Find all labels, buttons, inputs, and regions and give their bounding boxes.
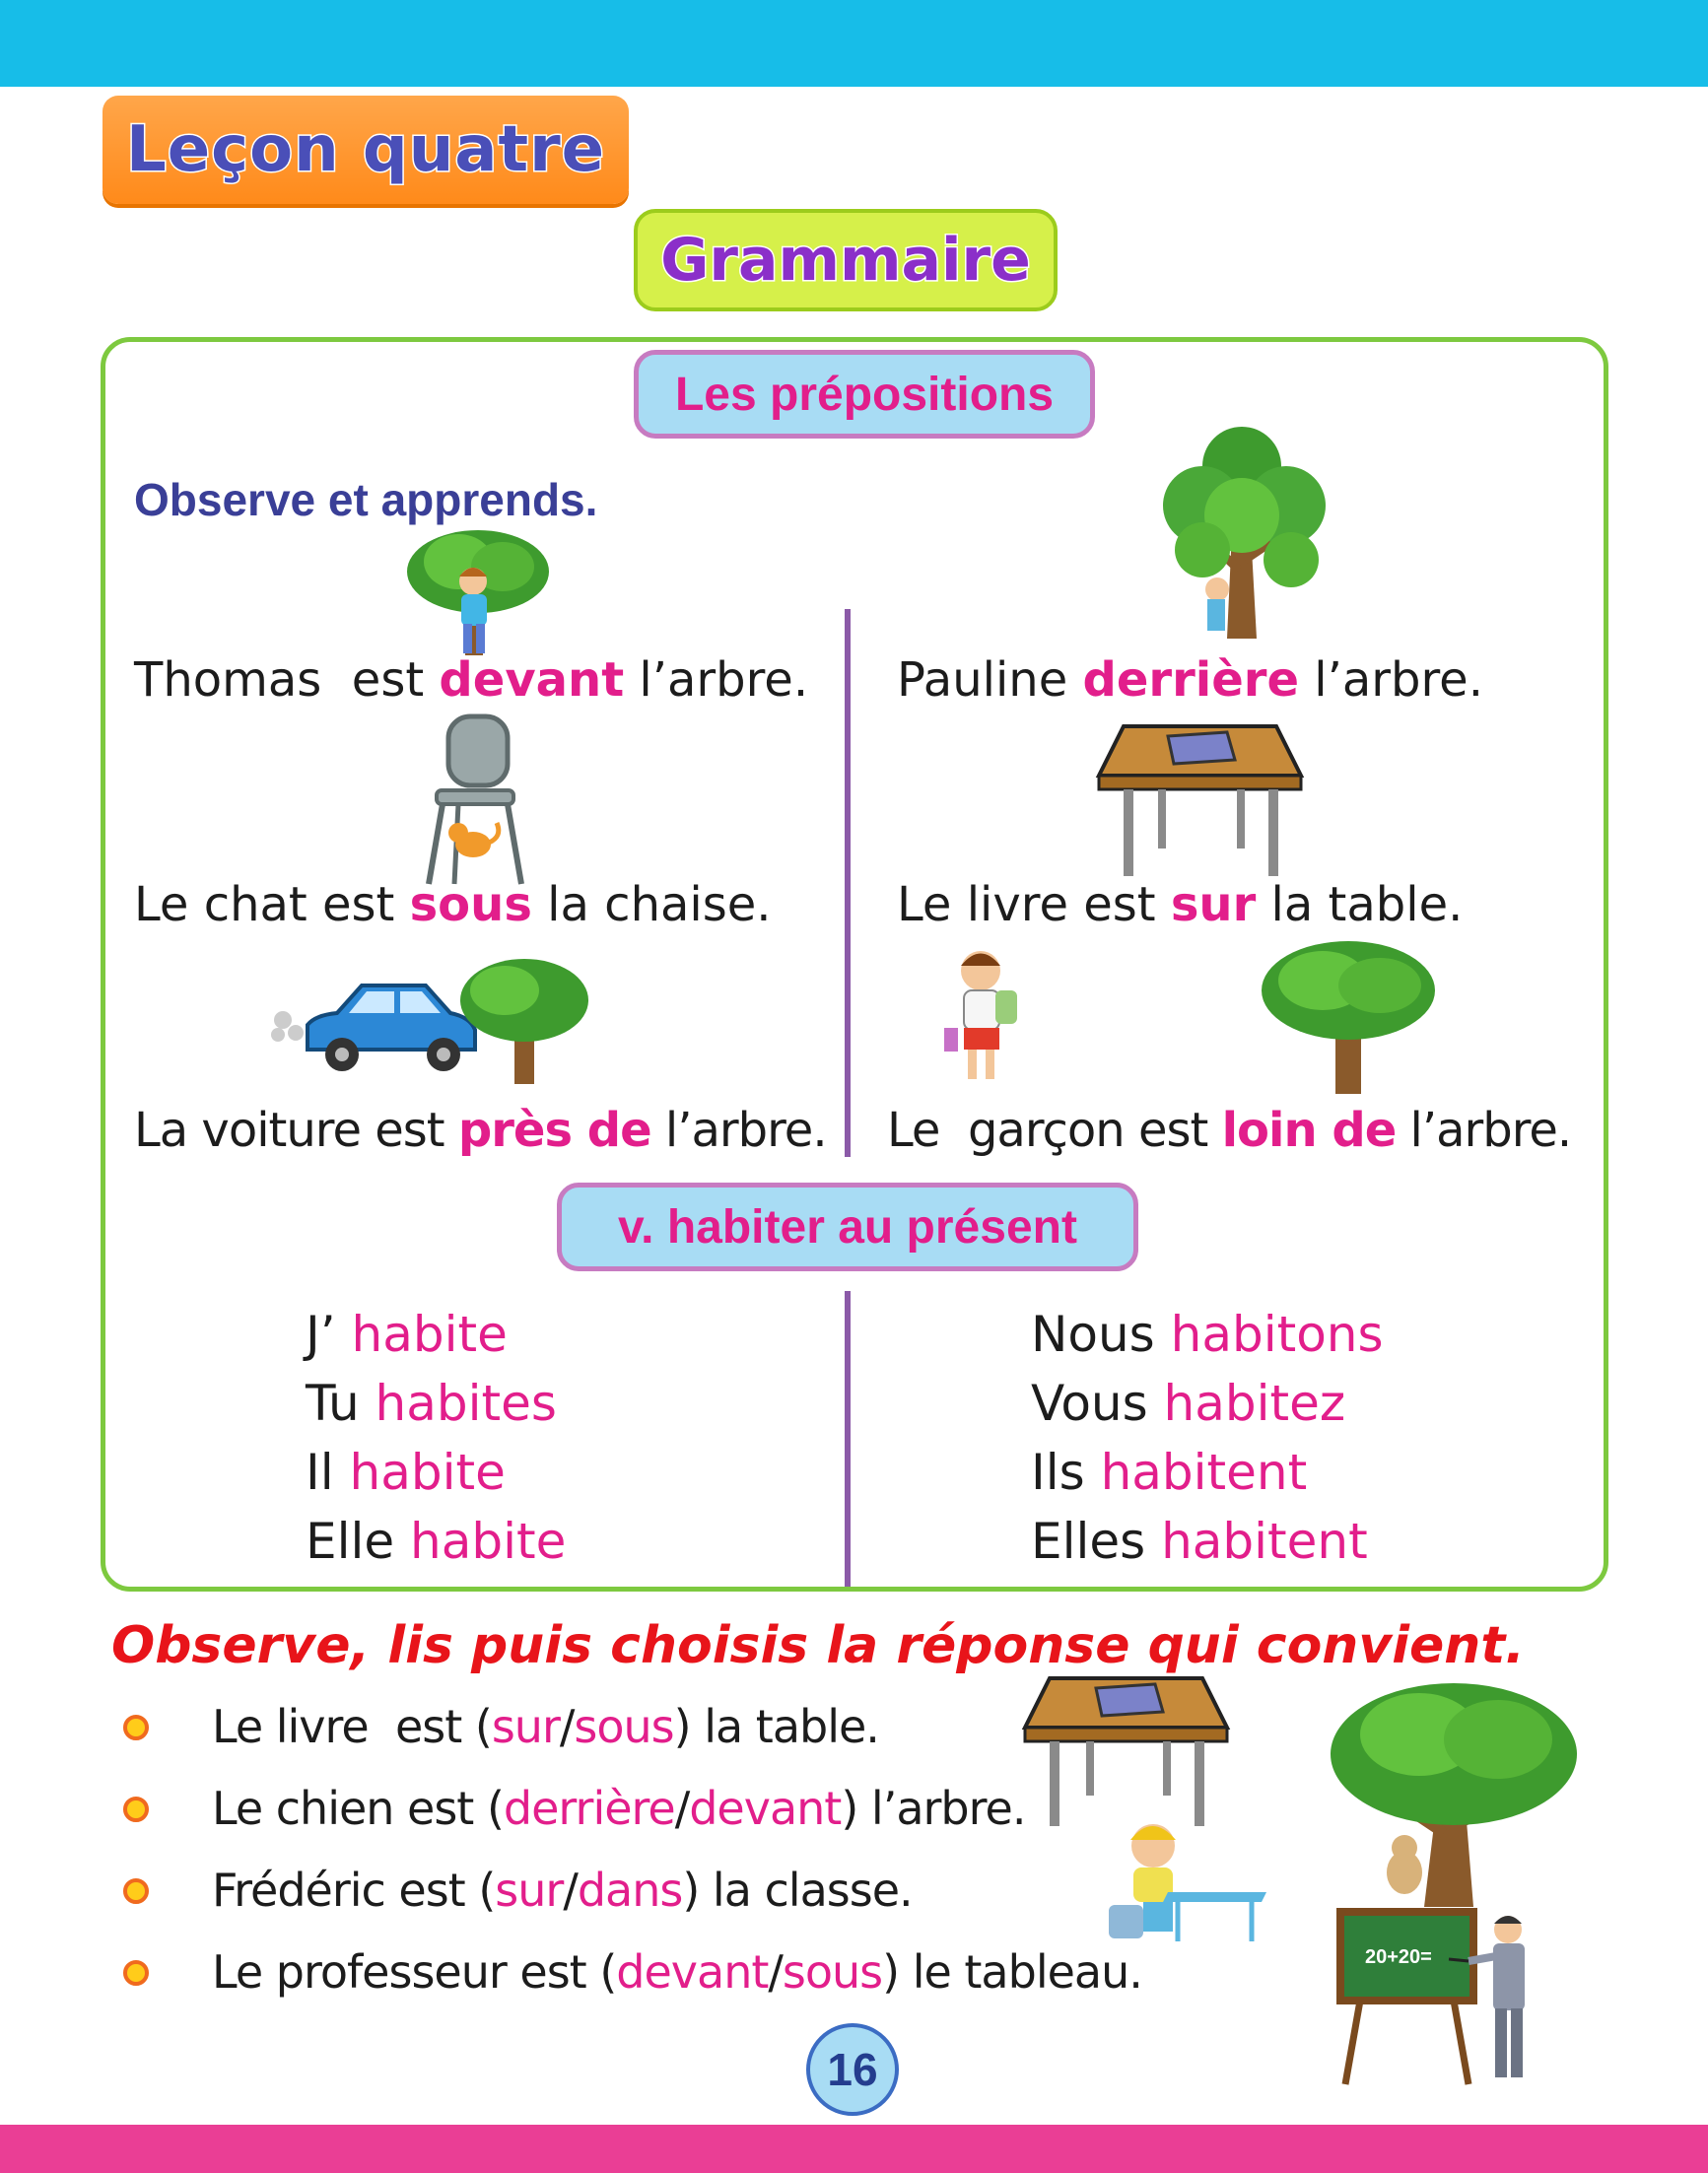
preposition-keyword: sur: [1170, 877, 1257, 932]
pronoun: Elles: [1031, 1513, 1162, 1570]
book-on-table-icon: [1025, 1670, 1227, 1828]
grammar-badge-label: Grammaire: [660, 226, 1031, 295]
choice-option[interactable]: sur: [491, 1700, 560, 1753]
preposition-keyword: devant: [439, 652, 625, 708]
sentence-text: Pauline: [897, 652, 1083, 708]
sentence-loin-de: [887, 1103, 1571, 1158]
choice-option[interactable]: devant: [689, 1782, 842, 1835]
choice-option[interactable]: sous: [782, 1945, 883, 1999]
exercise-instruction: Observe, lis puis choisis la réponse qui convient.: [111, 1616, 1525, 1675]
prepositions-divider: [845, 609, 851, 1157]
sentence-sur: [897, 877, 1463, 932]
pronoun: Nous: [1031, 1306, 1171, 1363]
choice-option[interactable]: derrière: [503, 1782, 675, 1835]
sentence-text: Le chat est: [134, 877, 410, 932]
verb-form: habite: [349, 1444, 506, 1501]
conjugation-row: [306, 1444, 506, 1501]
sentence-text: la table.: [1256, 877, 1464, 932]
bullet-icon: [123, 1797, 149, 1822]
sentence-devant: [134, 652, 808, 708]
exercise-text: ) l’arbre.: [841, 1782, 1026, 1835]
verb-form: habite: [410, 1513, 567, 1570]
bullet-icon: [123, 1878, 149, 1904]
exercise-item: [212, 1700, 879, 1753]
verb-form: habitent: [1100, 1444, 1308, 1501]
sentence-text: l’arbre.: [1396, 1103, 1572, 1158]
sentence-text: Le livre est: [897, 877, 1171, 932]
tree-with-girl-behind-icon: [1148, 422, 1335, 644]
page-number: 16: [806, 2023, 899, 2116]
dog-behind-tree-icon: [1326, 1675, 1582, 1912]
exercise-item: [212, 1782, 1025, 1835]
sentence-text: Thomas est: [134, 652, 440, 708]
conjugation-divider: [845, 1291, 851, 1587]
sentence-text: l’arbre.: [650, 1103, 827, 1158]
preposition-keyword: près de: [457, 1103, 651, 1158]
grammar-badge: [634, 209, 1058, 311]
preposition-keyword: loin de: [1221, 1103, 1397, 1158]
lesson-title-banner: [102, 96, 629, 204]
exercise-text: Le chien est (: [212, 1782, 504, 1835]
exercise-text: Frédéric est (: [212, 1864, 496, 1917]
exercise-text: ) la table.: [673, 1700, 879, 1753]
preposition-keyword: derrière: [1082, 652, 1300, 708]
preposition-keyword: sous: [409, 877, 532, 932]
conjugation-row: [1031, 1444, 1307, 1501]
exercise-text: ) le tableau.: [882, 1945, 1142, 1999]
verb-form: habite: [351, 1306, 508, 1363]
book-on-table-icon: [1099, 716, 1301, 879]
boy-at-desk-icon: [1109, 1818, 1266, 1946]
bullet-icon: [123, 1715, 149, 1740]
choice-separator: /: [563, 1864, 578, 1917]
verb-form: habites: [375, 1375, 557, 1432]
sentence-text: La voiture est: [134, 1103, 458, 1158]
verb-form: habitez: [1163, 1375, 1346, 1432]
prepositions-heading: Les prépositions: [634, 350, 1095, 439]
cat-under-chair-icon: [419, 716, 527, 884]
exercise-text: Le professeur est (: [212, 1945, 617, 1999]
conjugation-row: [1031, 1306, 1384, 1363]
blackboard-text: 20+20=: [1365, 1946, 1432, 1968]
sentence-sous: [134, 877, 772, 932]
sentence-text: l’arbre.: [1299, 652, 1483, 708]
top-color-bar: [0, 0, 1708, 87]
conjugation-row: [1031, 1513, 1368, 1570]
pronoun: Ils: [1031, 1444, 1101, 1501]
verb-form: habitons: [1170, 1306, 1384, 1363]
pronoun: Il: [306, 1444, 350, 1501]
boy-in-front-of-tree-icon: [404, 527, 552, 660]
exercise-text: ) la classe.: [682, 1864, 913, 1917]
sentence-text: Le garçon est: [887, 1103, 1222, 1158]
bottom-color-bar: [0, 2125, 1708, 2173]
choice-option[interactable]: devant: [616, 1945, 769, 1999]
exercise-item: [212, 1945, 1142, 1999]
lesson-title: Leçon quatre: [125, 113, 606, 186]
observe-instruction: Observe et apprends.: [134, 474, 598, 525]
choice-option[interactable]: dans: [577, 1864, 683, 1917]
exercise-item: [212, 1864, 913, 1917]
choice-separator: /: [768, 1945, 783, 1999]
boy-far-from-tree-icon: [936, 941, 1459, 1099]
pronoun: Vous: [1031, 1375, 1164, 1432]
sentence-text: l’arbre.: [624, 652, 809, 708]
choice-separator: /: [674, 1782, 690, 1835]
conjugation-heading: v. habiter au présent: [557, 1183, 1138, 1271]
car-near-tree-icon: [268, 956, 603, 1089]
conjugation-row: [306, 1375, 557, 1432]
pronoun: J’: [306, 1306, 352, 1363]
exercise-text: Le livre est (: [212, 1700, 492, 1753]
conjugation-row: [306, 1513, 566, 1570]
sentence-text: la chaise.: [531, 877, 772, 932]
conjugation-row: [306, 1306, 508, 1363]
choice-option[interactable]: sous: [574, 1700, 674, 1753]
sentence-derriere: [897, 652, 1483, 708]
pronoun: Elle: [306, 1513, 411, 1570]
choice-separator: /: [559, 1700, 575, 1753]
conjugation-row: [1031, 1375, 1345, 1432]
verb-form: habitent: [1161, 1513, 1368, 1570]
choice-option[interactable]: sur: [495, 1864, 564, 1917]
teacher-at-blackboard-icon: [1321, 1902, 1547, 2089]
sentence-pres-de: [134, 1103, 827, 1158]
pronoun: Tu: [306, 1375, 376, 1432]
bullet-icon: [123, 1960, 149, 1986]
